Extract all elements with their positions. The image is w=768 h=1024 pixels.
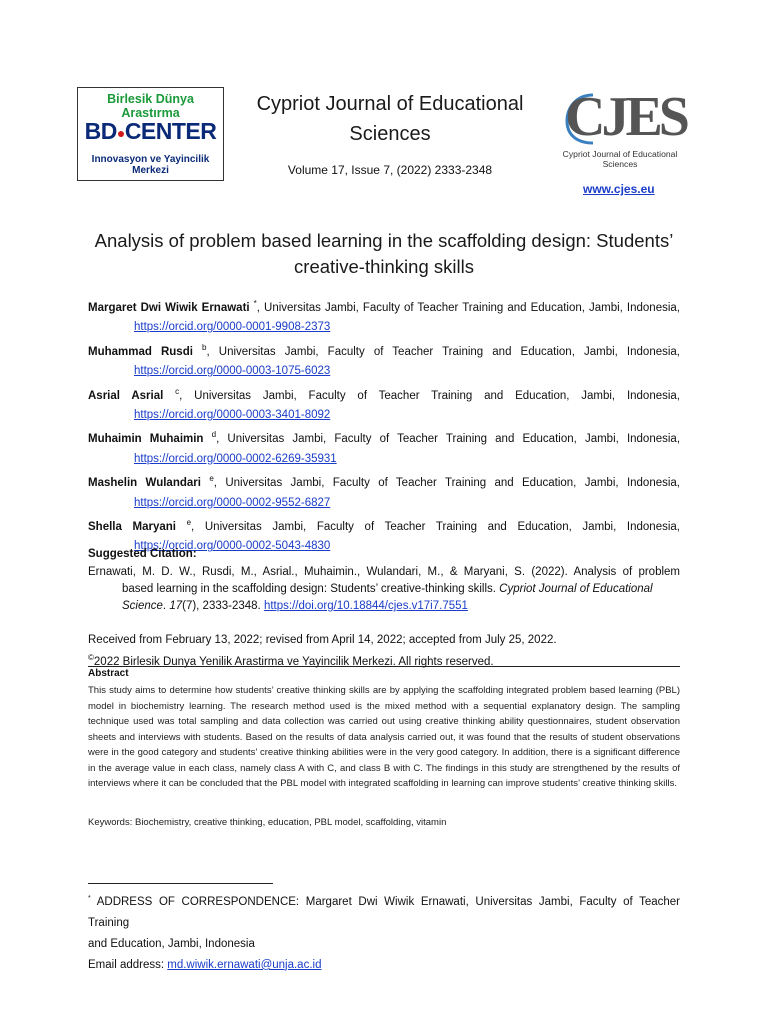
author-name: Mashelin Wulandari [88,477,201,490]
author-entry [88,382,680,426]
citation-sep: . [162,600,170,612]
author-orcid-link[interactable]: https://orcid.org/0000-0002-9552-6827 [134,496,331,509]
author-name: Muhaimin Muhaimin [88,433,204,446]
abstract-divider [88,666,680,667]
article-title [80,228,688,280]
citation-body [88,564,680,615]
cjes-logo-letters: CJES [565,86,686,148]
footnote-line2: and Education, Jambi, Indonesia [88,937,255,950]
author-orcid-link[interactable]: https://orcid.org/0000-0002-6269-35931 [134,452,337,465]
journal-title-line2: Sciences [349,123,431,145]
article-title-line1: Analysis of problem based learning in the scaffolding design: Students’ [94,230,674,251]
author-mark: c [175,386,180,396]
author-mark: * [253,299,257,308]
author-orcid-link[interactable]: https://orcid.org/0000-0001-9908-2373 [134,321,331,334]
citation-line3 [88,598,680,615]
bd-logo-bottom-text: Innovasyon ve Yayincilik Merkezi [91,154,210,176]
bd-logo-bd: BD [84,118,117,144]
cjes-logo-subtitle: Cypriot Journal of Educational Sciences [562,149,678,169]
author-affiliation: , Universitas Jambi, Faculty of Teacher Training and Education, Jambi, Indonesia, [206,345,681,358]
keywords: Keywords: Biochemistry, creative thinking, education, PBL model, scaffolding, vitamin [88,817,447,828]
footnote-email-line [88,955,688,976]
author-affiliation: , Universitas Jambi, Faculty of Teacher Training and Education, Jambi, Indonesia, [216,433,681,446]
author-entry [88,338,680,382]
author-affiliation: , Universitas Jambi, Faculty of Teacher Training and Education, Jambi, Indonesia, [191,520,680,533]
received-dates [88,632,688,671]
bd-logo-main-text [78,118,223,145]
journal-title-line1: Cypriot Journal of Educational [256,93,524,115]
author-mark: b [202,342,207,352]
bd-logo-center: CENTER [124,118,217,144]
footnote-address: ADDRESS OF CORRESPONDENCE: Margaret Dwi Wiwik Ernawati, Universitas Jambi, Faculty of Teacher Training [88,895,680,929]
received-line: Received from February 13, 2022; revised from April 14, 2022; accepted from July 25, 2022. [88,634,557,646]
author-affiliation: , Universitas Jambi, Faculty of Teacher Training and Education, Jambi, Indonesia, [213,477,681,490]
copyright-icon: © [88,653,94,662]
author-affiliation: , Universitas Jambi, Faculty of Teacher Training and Education, Jambi, Indonesia, [256,301,680,314]
author-name: Shella Maryani [88,520,176,533]
footnote-divider [88,883,273,884]
author-mark: e [209,474,214,484]
journal-website-link[interactable]: www.cjes.eu [583,182,655,196]
footnote-line1 [88,888,680,934]
author-orcid-link[interactable]: https://orcid.org/0000-0002-5043-4830 [134,540,331,553]
citation-volume: 17 [169,600,183,612]
citation-heading: Suggested Citation: [88,548,197,560]
journal-title [225,89,555,149]
citation-pages: (7), 2333-2348. [182,600,264,612]
author-orcid-link[interactable]: https://orcid.org/0000-0003-1075-6023 [134,365,331,378]
email-link[interactable]: md.wiwik.ernawati@unja.ac.id [167,958,322,971]
citation-journal: Cypriot Journal of Educational [499,583,653,595]
citation-line2 [88,581,680,598]
author-affiliation: , Universitas Jambi, Faculty of Teacher Training and Education, Jambi, Indonesia, [179,389,681,402]
author-name: Asrial Asrial [88,389,164,402]
footnote-mark: * [88,895,91,902]
citation-doi-link[interactable]: https://doi.org/10.18844/cjes.v17i7.7551 [263,600,468,612]
article-title-line2: creative-thinking skills [294,256,474,277]
bd-logo-dot-icon: ● [116,124,125,141]
author-mark: e [186,518,192,528]
copyright-line [88,649,688,671]
abstract-text: This study aims to determine how students’ creative thinking skills are by applying the scaffolding integrated problem based learning (PBL) model in biochemistry learning. The research method used is the mixed method with a sequential explanatory design. The sampling technique used was total sampling and data collection was carried out using creative thinking ability questionnaires, student observation sheets and interviews with students. Based on the results of data analysis carried out, it was found that the results of student observations were in the good category and students’ creative thinking abilities were in the very good category. In addition, there is a significant difference in the average value in each class, namely class A with C, and class B with C. The findings in this study are strengthened by the results of interviews where it can be concluded that the PBL model with integrated scaffolding in learning can improve students’ creative thinking skills. [88,685,680,789]
author-name: Muhammad Rusdi [88,345,193,358]
author-list [88,294,680,557]
author-orcid-link[interactable]: https://orcid.org/0000-0003-3401-8092 [134,408,331,421]
email-label: Email address: [88,958,168,971]
author-entry [88,469,680,513]
bd-center-logo [77,87,224,181]
bd-logo-top-text: Birlesik Dünya Arastırma [107,92,194,120]
citation-text: based learning in the scaffolding design: Students’ creative-thinking skills. [122,583,500,595]
cjes-logo [555,85,686,169]
footnote [88,888,688,976]
abstract-heading: Abstract [88,668,129,679]
citation-line1: Ernawati, M. D. W., Rusdi, M., Asrial., Muhaimin., Wulandari, M., & Maryani, S. (2022). Analysis of problem [88,566,680,578]
journal-volume: Volume 17, Issue 7, (2022) 2333-2348 [287,163,493,177]
citation-journal-end: Science [122,600,163,612]
author-entry [88,294,680,338]
author-entry [88,425,680,469]
copyright-text: 2022 Birlesik Dunya Yenilik Arastirma ve Yayincilik Merkezi. All rights reserved. [93,655,494,668]
author-mark: d [211,430,217,440]
author-name: Margaret Dwi Wiwik Ernawati [88,301,250,314]
